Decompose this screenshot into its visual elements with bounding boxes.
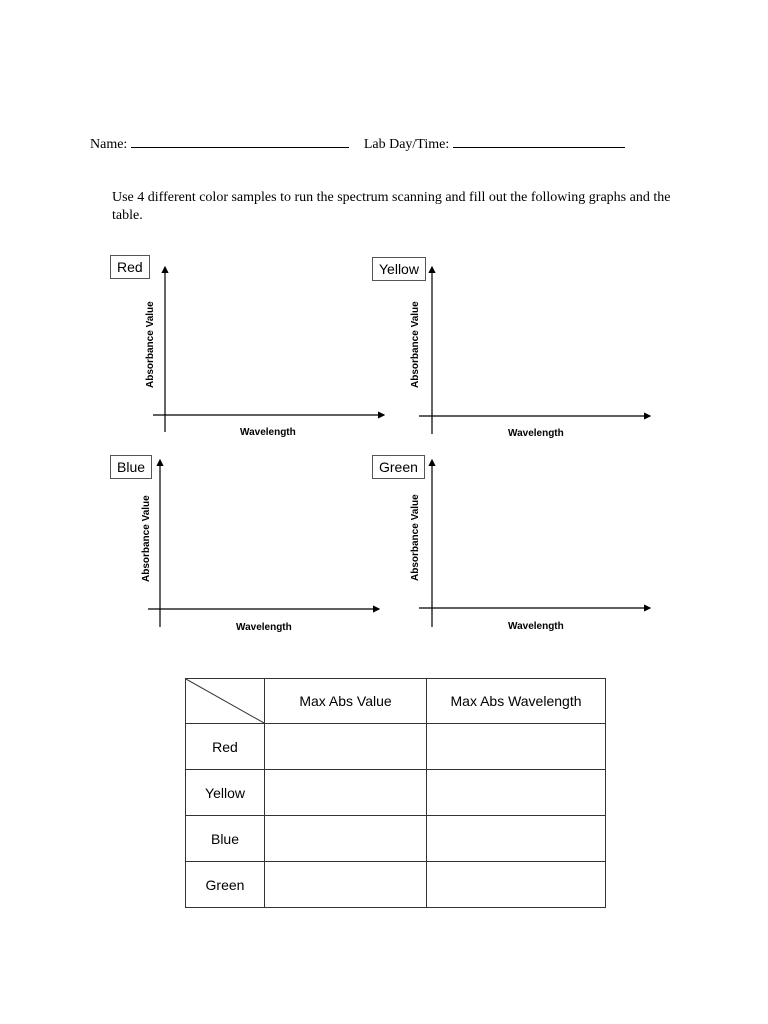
graph-yellow bbox=[372, 257, 632, 447]
graph-blue bbox=[110, 455, 370, 645]
graph-green bbox=[372, 455, 632, 645]
header-max-abs-value: Max Abs Value bbox=[265, 679, 427, 724]
row-label-blue: Blue bbox=[186, 816, 265, 862]
graph-blue-xlabel: Wavelength bbox=[236, 622, 292, 633]
graph-red bbox=[110, 255, 370, 445]
table-row bbox=[186, 816, 606, 862]
graph-yellow-xlabel: Wavelength bbox=[508, 428, 564, 439]
table-row bbox=[186, 862, 606, 908]
row-label-yellow: Yellow bbox=[186, 770, 265, 816]
graph-blue-ylabel: Absorbance Value bbox=[141, 495, 152, 582]
table-row bbox=[186, 770, 606, 816]
instructions-text: Use 4 different color samples to run the spectrum scanning and fill out the following graphs and the table. bbox=[112, 190, 671, 223]
row-label-red: Red bbox=[186, 724, 265, 770]
header-fields bbox=[90, 135, 625, 153]
cell-red-max-abs-value[interactable] bbox=[265, 724, 427, 770]
graph-label-blue: Blue bbox=[110, 455, 152, 479]
results-table bbox=[185, 678, 606, 908]
name-blank[interactable] bbox=[131, 135, 349, 148]
table-header-row bbox=[186, 679, 606, 724]
table-row bbox=[186, 724, 606, 770]
cell-yellow-max-abs-wavelength[interactable] bbox=[427, 770, 606, 816]
graph-label-red: Red bbox=[110, 255, 150, 279]
graph-red-xlabel: Wavelength bbox=[240, 427, 296, 438]
diagonal-line bbox=[186, 679, 264, 723]
cell-blue-max-abs-value[interactable] bbox=[265, 816, 427, 862]
lab-day-time-label: Lab Day/Time: bbox=[363, 137, 450, 152]
cell-blue-max-abs-wavelength[interactable] bbox=[427, 816, 606, 862]
lab-day-time-blank[interactable] bbox=[453, 135, 625, 148]
cell-red-max-abs-wavelength[interactable] bbox=[427, 724, 606, 770]
graph-green-xlabel: Wavelength bbox=[508, 621, 564, 632]
table-corner-cell bbox=[186, 679, 265, 724]
graph-label-yellow: Yellow bbox=[372, 257, 426, 281]
cell-green-max-abs-value[interactable] bbox=[265, 862, 427, 908]
row-label-green: Green bbox=[186, 862, 265, 908]
graph-red-ylabel: Absorbance Value bbox=[145, 301, 156, 388]
graph-blue-axes bbox=[110, 455, 390, 640]
cell-yellow-max-abs-value[interactable] bbox=[265, 770, 427, 816]
cell-green-max-abs-wavelength[interactable] bbox=[427, 862, 606, 908]
name-label: Name: bbox=[90, 137, 128, 152]
header-max-abs-wavelength: Max Abs Wavelength bbox=[427, 679, 606, 724]
graph-green-ylabel: Absorbance Value bbox=[410, 494, 421, 581]
graph-yellow-ylabel: Absorbance Value bbox=[410, 301, 421, 388]
graph-label-green: Green bbox=[372, 455, 425, 479]
